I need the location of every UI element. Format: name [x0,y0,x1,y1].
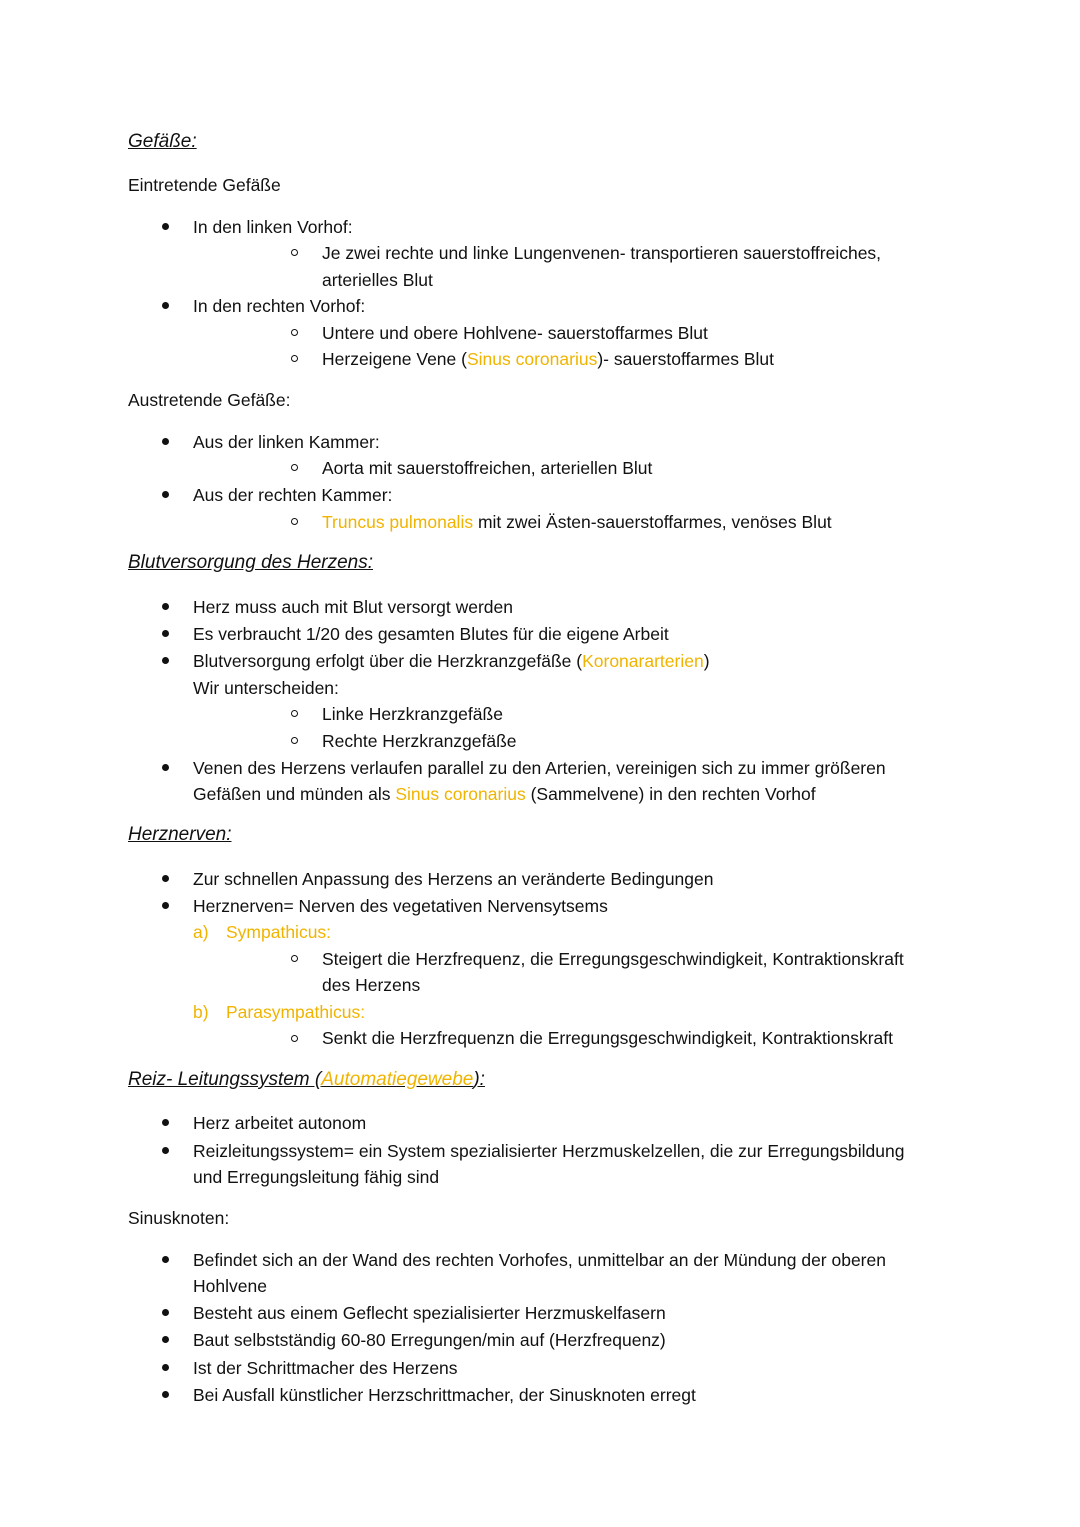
list-item: Reizleitungssystem= ein System spezialisierter Herzmuskelzellen, die zur Erregungsbildung [193,1141,905,1161]
list-item: In den rechten Vorhof: [193,296,366,316]
list-item: Befindet sich an der Wand des rechten Vorhofes, unmittelbar an der Mündung der oberen [193,1250,886,1270]
bullet-icon [162,902,169,909]
bullet-icon [162,1119,169,1126]
list-item-sympathicus: Sympathicus: [226,922,332,942]
circle-bullet-icon [291,329,298,336]
list-item: Besteht aus einem Geflecht spezialisierter Herzmuskelfasern [193,1303,666,1323]
highlight-term: Sinus coronarius [395,784,526,804]
circle-bullet-icon [291,1035,298,1042]
bullet-icon [162,1336,169,1343]
bullet-icon [162,603,169,610]
highlight-term: Sinus coronarius [466,349,598,369]
list-item [322,511,832,533]
list-item: Herznerven= Nerven des vegetativen Nervensytsems [193,896,608,916]
bullet-icon [162,657,169,664]
list-item: Ist der Schrittmacher des Herzens [193,1358,458,1378]
subheading-sinusknoten: Sinusknoten: [128,1208,230,1228]
list-item: Herz muss auch mit Blut versorgt werden [193,597,513,617]
text: )- sauerstoffarmes Blut [597,349,775,369]
list-item-continuation: des Herzens [322,975,421,995]
heading-reizleitungssystem [128,1069,485,1091]
bullet-icon [162,438,169,445]
list-item: Senkt die Herzfrequenzn die Erregungsgeschwindigkeit, Kontraktionskraft [322,1028,894,1048]
text: (Sammelvene) in den rechten Vorhof [525,784,816,804]
bullet-icon [162,875,169,882]
list-item: Baut selbstständig 60-80 Erregungen/min auf (Herzfrequenz) [193,1330,666,1350]
list-item-continuation: arterielles Blut [322,270,433,290]
heading-gefaesse: Gefäße: [128,131,197,152]
subheading-eintretende: Eintretende Gefäße [128,175,281,195]
text: ): [473,1069,485,1090]
bullet-icon [162,1147,169,1154]
bullet-icon [162,1256,169,1263]
text: mit zwei Ästen-sauerstoffarmes, venöses Blut [473,512,832,532]
text: Blutversorgung erfolgt über die Herzkranzgefäße ( [193,651,583,671]
highlight-term: Koronararterien [582,651,704,671]
list-item: Untere und obere Hohlvene- sauerstoffarmes Blut [322,323,708,343]
text: Gefäßen und münden als [193,784,396,804]
list-item-continuation: Wir unterscheiden: [193,678,339,698]
list-item-parasympathicus: Parasympathicus: [226,1002,366,1022]
list-item: Aus der rechten Kammer: [193,485,393,505]
subheading-austretende: Austretende Gefäße: [128,390,291,410]
bullet-icon [162,302,169,309]
list-item: Venen des Herzens verlaufen parallel zu den Arterien, vereinigen sich zu immer größeren [193,758,886,778]
bullet-icon [162,1364,169,1371]
list-item: Je zwei rechte und linke Lungenvenen- transportieren sauerstoffreiches, [322,243,882,263]
list-item: Es verbraucht 1/20 des gesamten Blutes für die eigene Arbeit [193,624,669,644]
bullet-icon [162,764,169,771]
highlight-term: Truncus pulmonalis [322,512,474,532]
heading-blutversorgung: Blutversorgung des Herzens: [128,552,374,573]
circle-bullet-icon [291,249,298,256]
bullet-icon [162,223,169,230]
bullet-icon [162,491,169,498]
list-marker-a: a) [193,922,209,942]
list-item: Steigert die Herzfrequenz, die Erregungsgeschwindigkeit, Kontraktionskraft [322,949,904,969]
list-item [322,348,774,370]
bullet-icon [162,1391,169,1398]
list-item: Rechte Herzkranzgefäße [322,731,517,751]
list-item-continuation: und Erregungsleitung fähig sind [193,1167,440,1187]
list-item: Bei Ausfall künstlicher Herzschrittmacher, der Sinusknoten erregt [193,1385,696,1405]
circle-bullet-icon [291,737,298,744]
circle-bullet-icon [291,710,298,717]
circle-bullet-icon [291,518,298,525]
list-item-continuation: Hohlvene [193,1276,267,1296]
list-marker-b: b) [193,1002,209,1022]
list-item: Herz arbeitet autonom [193,1113,367,1133]
text: Herzeigene Vene ( [322,349,467,369]
text: ) [703,651,710,671]
text: Reiz- Leitungssystem ( [128,1069,322,1090]
bullet-icon [162,630,169,637]
highlight-term: Automatiegewebe [321,1069,474,1090]
circle-bullet-icon [291,355,298,362]
list-item: In den linken Vorhof: [193,217,353,237]
list-item: Zur schnellen Anpassung des Herzens an veränderte Bedingungen [193,869,714,889]
list-item: Aus der linken Kammer: [193,432,380,452]
list-item: Linke Herzkranzgefäße [322,704,503,724]
bullet-icon [162,1309,169,1316]
heading-herznerven: Herznerven: [128,824,232,845]
circle-bullet-icon [291,955,298,962]
circle-bullet-icon [291,464,298,471]
list-item-continuation [193,783,816,805]
list-item [193,650,710,672]
list-item: Aorta mit sauerstoffreichen, arteriellen Blut [322,458,653,478]
